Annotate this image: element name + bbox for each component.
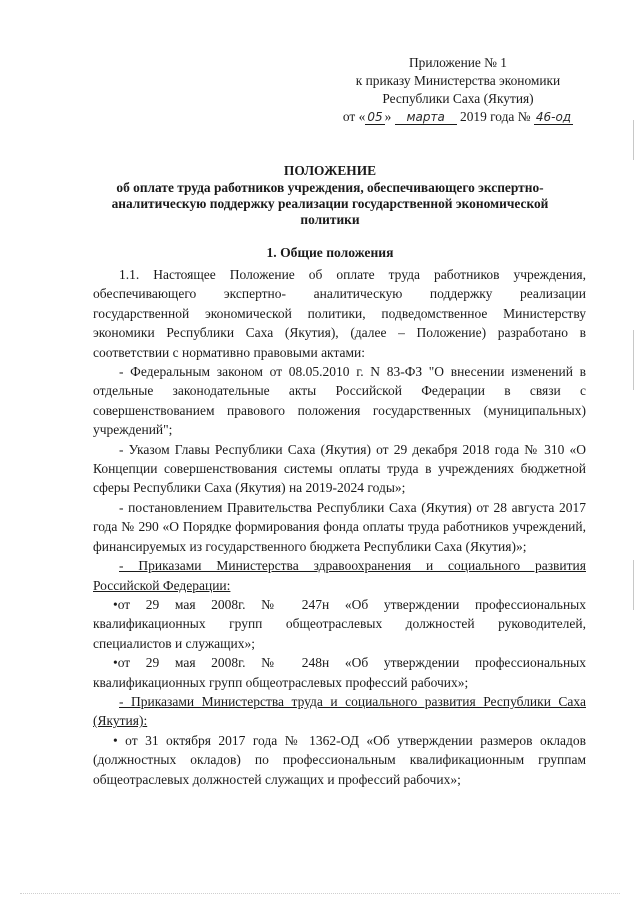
scan-margin-line <box>633 330 634 390</box>
date-month-handwritten: марта <box>395 110 457 125</box>
appendix-order-ref: к приказу Министерства экономики <box>355 73 561 88</box>
scan-margin-line <box>633 560 634 610</box>
date-year: 2019 года № <box>456 109 531 124</box>
title-line-3: аналитическую поддержку реализации государственной экономической <box>111 196 549 211</box>
section-heading: 1. Общие положения <box>266 245 394 260</box>
list-heading-minzdrav: - Приказами Министерства здравоохранения и социального развития Российской Федерации: <box>93 558 586 593</box>
title-word: ПОЛОЖЕНИЕ <box>283 163 377 178</box>
appendix-date-line <box>328 108 588 126</box>
scan-bottom-edge <box>20 893 620 894</box>
appendix-region: Республики Саха (Якутия) <box>382 91 534 106</box>
bullet-order-1362-od: • от 31 октября 2017 года № 1362-ОД «Об утверждении размеров окладов (должностных окладов) по профессиональным квалификационным группам общеотраслевых должностей служащих и профессий рабочих»; <box>93 732 586 787</box>
appendix-header <box>328 54 588 126</box>
appendix-number: Приложение № 1 <box>408 55 508 70</box>
date-mid: » <box>384 109 392 124</box>
order-number-handwritten: 46-од <box>535 110 572 124</box>
list-heading-mintrud: - Приказами Министерства труда и социального развития Республики Саха (Якутия): <box>93 693 586 729</box>
document-title <box>80 163 580 228</box>
scan-margin-line <box>633 120 634 160</box>
list-item-resolution: - постановлением Правительства Республики Саха (Якутия) от 28 августа 2017 года № 290 «О Порядке формирования фонда оплаты труда работников учреждений, финансируемых из государственного бюджета Республики Саха (Якутия)»; <box>93 499 586 554</box>
bullet-order-247n: •от 29 мая 2008г. № 247н «Об утверждении профессиональных квалификационных групп общеотраслевых должностей руководителей, специалистов и служащих»; <box>93 596 586 651</box>
title-line-2: об оплате труда работников учреждения, обеспечивающего экспертно- <box>116 180 544 195</box>
title-line-4: политики <box>300 212 360 227</box>
date-day-handwritten: 05 <box>367 110 383 124</box>
list-item-decree: - Указом Главы Республики Саха (Якутия) от 29 декабря 2018 года № 310 «О Концепции совершенствования системы оплаты труда в учреждениях бюджетной сферы Республики Саха (Якутия) на 2019-2024 годы»; <box>93 441 586 496</box>
bullet-order-248n: •от 29 мая 2008г. № 248н «Об утверждении профессиональных квалификационных групп общеотраслевых профессий рабочих»; <box>93 655 586 690</box>
date-prefix: от « <box>342 109 366 124</box>
list-item-federal-law: - Федеральным законом от 08.05.2010 г. N 83-ФЗ "О внесении изменений в отдельные законодательные акты Российской Федерации в связи с совершенствованием правового положения государственных (муниципальных) учреждений"; <box>93 364 586 438</box>
paragraph-1-1: 1.1. Настоящее Положение об оплате труда работников учреждения, обеспечивающего экспертно- аналитическую поддержку реализации государственной экономической политики, подведомственное Министерству экономики Республики Саха (Якутия), (далее – Положение) разработано в соответствии с нормативно правовыми актами: <box>93 267 586 360</box>
section-body <box>93 265 586 789</box>
